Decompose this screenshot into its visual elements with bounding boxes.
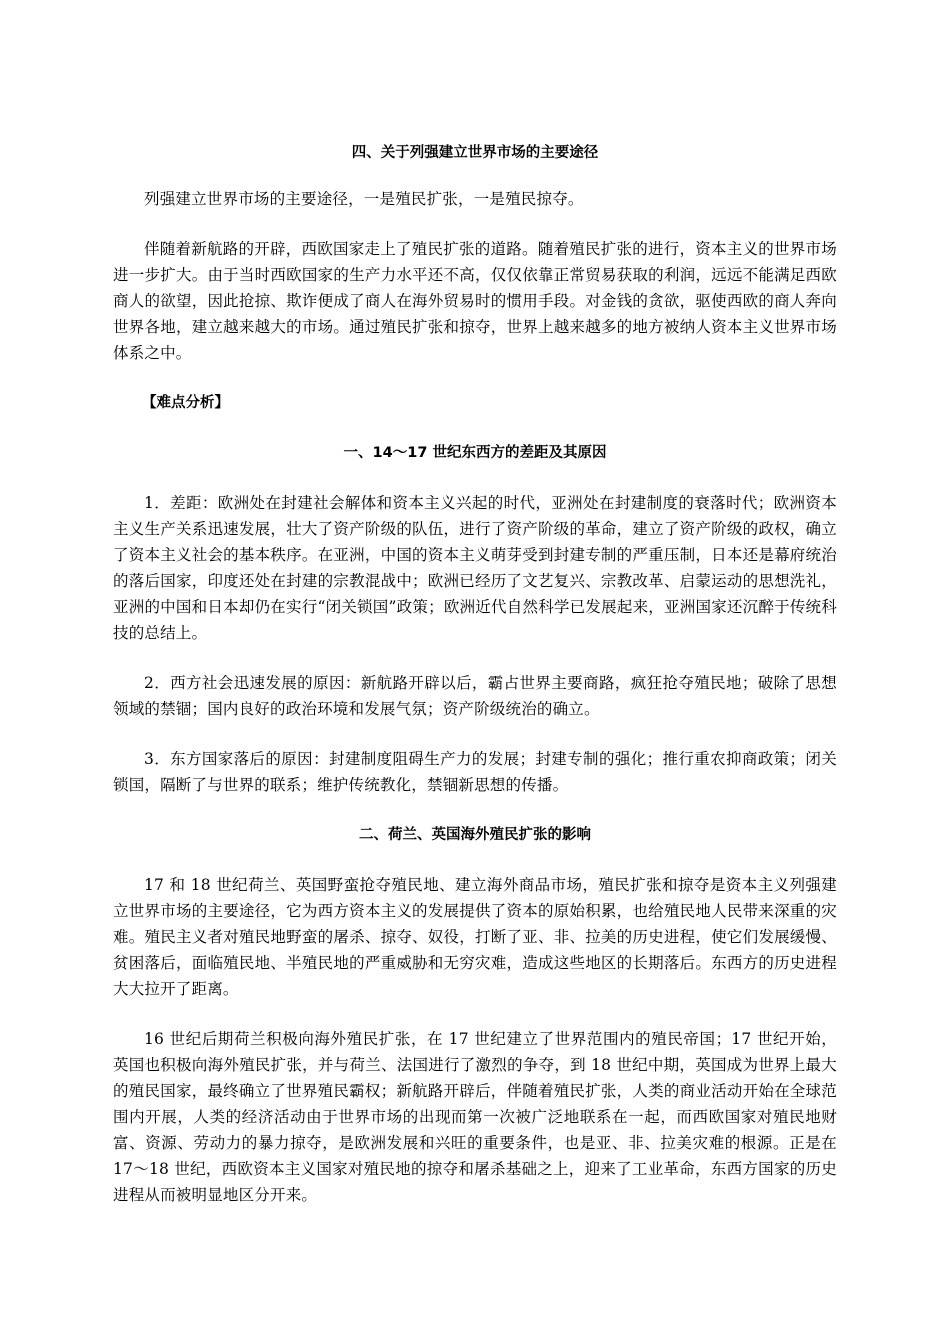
spacer	[113, 366, 837, 390]
part1-paragraph-1: 1．差距：欧洲处在封建社会解体和资本主义兴起的时代，亚洲处在封建制度的衰落时代；欧洲资本主义生产关系迅速发展，壮大了资产阶级的队伍，进行了资产阶级的革命，建立了资产阶级的政权，确立了资本主义社会的基本秩序。在亚洲，中国的资本主义萌芽受到封建专制的严重压制，日本还是幕府统治的落后国家，印度还处在封建的宗教混战中；欧洲已经历了文艺复兴、宗教改革、启蒙运动的思想洗礼，亚洲的中国和日本却仍在实行“闭关锁国”政策；欧洲近代自然科学已发展起来，亚洲国家还沉醉于传统科技的总结上。	[113, 494, 837, 642]
part1-paragraph-3: 3．东方国家落后的原因：封建制度阻碍生产力的发展；封建专制的强化；推行重农抑商政策；闭关锁国，隔断了与世界的联系；维护传统教化，禁锢新思想的传播。	[113, 750, 837, 794]
part2-heading: 二、荷兰、英国海外殖民扩张的影响	[359, 827, 591, 843]
document-page	[113, 140, 837, 1208]
spacer	[113, 848, 837, 872]
spacer	[113, 212, 837, 236]
spacer	[113, 166, 837, 186]
spacer	[113, 722, 837, 746]
part1-heading: 一、14～17 世纪东西方的差距及其原因	[343, 445, 607, 461]
difficulty-analysis-label: 【难点分析】	[142, 395, 229, 411]
section4-heading: 四、关于列强建立世界市场的主要途径	[351, 145, 599, 161]
spacer	[113, 466, 837, 490]
spacer	[113, 646, 837, 670]
spacer	[113, 798, 837, 822]
spacer	[113, 416, 837, 440]
section4-paragraph-1: 列强建立世界市场的主要途径，一是殖民扩张，一是殖民掠夺。	[144, 190, 584, 208]
part2-paragraph-2: 16 世纪后期荷兰积极向海外殖民扩张，在 17 世纪建立了世界范围内的殖民帝国；17 世纪开始，英国也积极向海外殖民扩张，并与荷兰、法国进行了激烈的争夺，到 18 世纪中期，英国成为世界上最大的殖民国家，最终确立了世界殖民霸权；新航路开辟后，伴随着殖民扩张，人类的商业活动开始在全球范围内开展，人类的经济活动由于世界市场的出现而第一次被广泛地联系在一起，而西欧国家对殖民地财富、资源、劳动力的暴力掠夺，是欧洲发展和兴旺的重要条件，也是亚、非、拉美灾难的根源。正是在 17～18 世纪，西欧资本主义国家对殖民地的掠夺和屠杀基础之上，迎来了工业革命，东西方国家的历史进程从而被明显地区分开来。	[113, 1030, 837, 1204]
spacer	[113, 1002, 837, 1026]
section4-paragraph-2: 伴随着新航路的开辟，西欧国家走上了殖民扩张的道路。随着殖民扩张的进行，资本主义的世界市场进一步扩大。由于当时西欧国家的生产力水平还不高，仅仅依靠正常贸易获取的利润，远远不能满足西欧商人的欲望，因此抢掠、欺诈便成了商人在海外贸易时的惯用手段。对金钱的贪欲，驱使西欧的商人奔向世界各地，建立越来越大的市场。通过殖民扩张和掠夺，世界上越来越多的地方被纳人资本主义世界市场体系之中。	[113, 240, 837, 362]
part2-paragraph-1: 17 和 18 世纪荷兰、英国野蛮抢夺殖民地、建立海外商品市场，殖民扩张和掠夺是资本主义列强建立世界市场的主要途径，它为西方资本主义的发展提供了资本的原始积累，也给殖民地人民带来深重的灾难。殖民主义者对殖民地野蛮的屠杀、掠夺、奴役，打断了亚、非、拉美的历史进程，使它们发展缓慢、贫困落后，面临殖民地、半殖民地的严重威胁和无穷灾难，造成这些地区的长期落后。东西方的历史进程大大拉开了距离。	[113, 876, 837, 998]
part1-paragraph-2: 2．西方社会迅速发展的原因：新航路开辟以后，霸占世界主要商路，疯狂抢夺殖民地；破除了思想领域的禁锢；国内良好的政治环境和发展气氛；资产阶级统治的确立。	[113, 674, 837, 718]
